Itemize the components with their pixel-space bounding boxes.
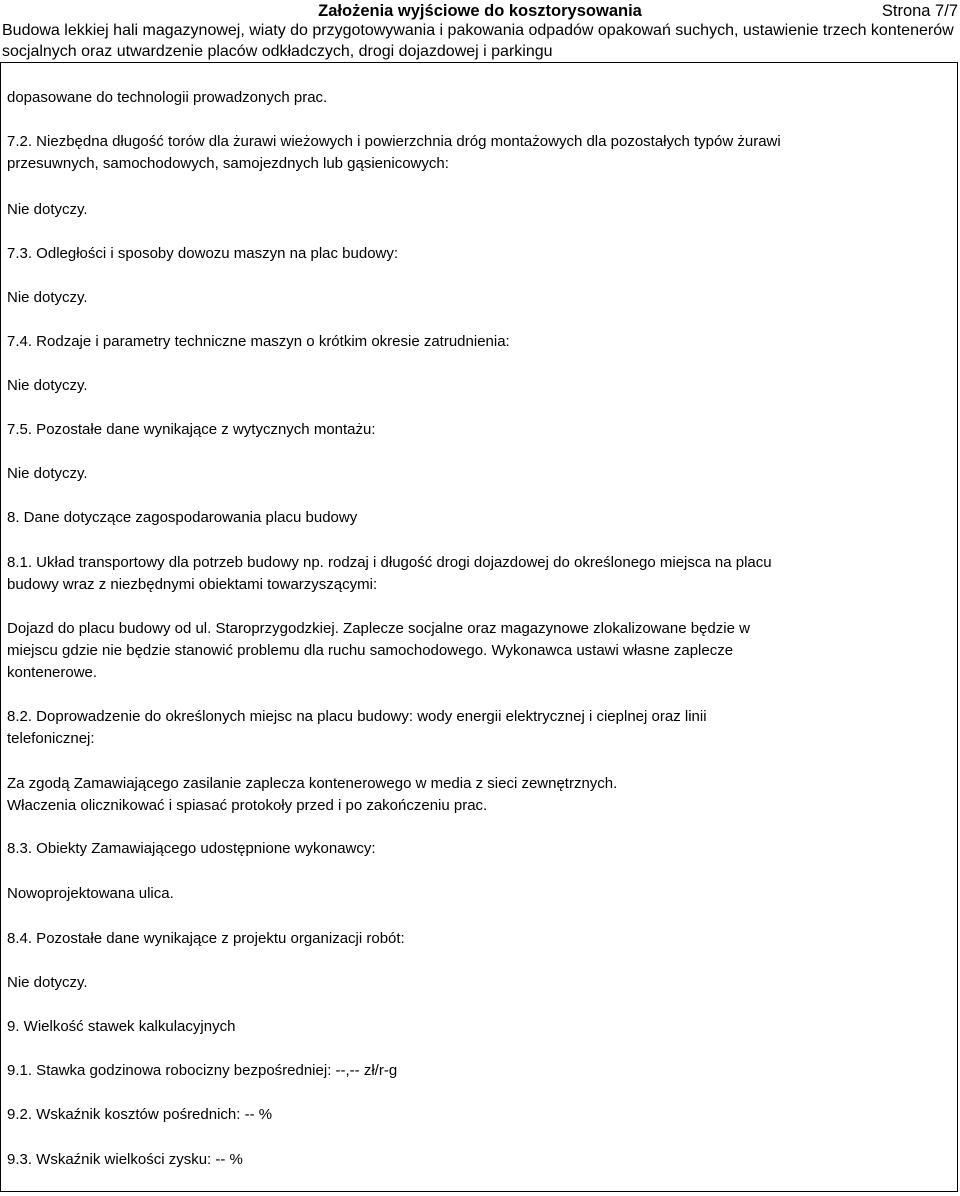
text-line: dopasowane do technologii prowadzonych prac. bbox=[7, 89, 328, 106]
section-8-1-answer-cont: kontenerowe. bbox=[7, 664, 98, 681]
document-title: Założenia wyjściowe do kosztorysowania bbox=[318, 2, 642, 20]
section-8-2-answer-cont: Właczenia olicznikować i spiasać protokoły przed i po zakończeniu prac. bbox=[7, 797, 488, 814]
project-subtitle-line: Budowa lekkiej hali magazynowej, wiaty do przygotowywania i pakowania odpadów opakowań suchych, ustawienie trzech kontenerów bbox=[2, 22, 954, 39]
section-9-3-line: 9.3. Wskaźnik wielkości zysku: -- % bbox=[7, 1151, 243, 1168]
section-9-1-line: 9.1. Stawka godzinowa robocizny bezpośredniej: --,-- zł/r-g bbox=[7, 1062, 398, 1079]
content-frame bbox=[0, 62, 958, 1192]
section-7-3-heading: 7.3. Odległości i sposoby dowozu maszyn na plac budowy: bbox=[7, 245, 399, 262]
section-7-2-answer: Nie dotyczy. bbox=[7, 201, 88, 218]
section-9-2-line: 9.2. Wskaźnik kosztów pośrednich: -- % bbox=[7, 1106, 273, 1123]
section-8-2-heading: 8.2. Doprowadzenie do określonych miejsc na placu budowy: wody energii elektrycznej i cieplnej oraz linii bbox=[7, 708, 707, 725]
section-8-4-heading: 8.4. Pozostałe dane wynikające z projektu organizacji robót: bbox=[7, 930, 405, 947]
section-8-3-answer: Nowoprojektowana ulica. bbox=[7, 885, 174, 902]
project-subtitle bbox=[2, 21, 958, 62]
page-number: Strona 7/7 bbox=[881, 2, 958, 20]
section-7-5-answer: Nie dotyczy. bbox=[7, 465, 88, 482]
section-8-1-answer: Dojazd do placu budowy od ul. Staroprzygodzkiej. Zaplecze socjalne oraz magazynowe zlokalizowane będzie w bbox=[7, 620, 750, 637]
section-7-2-heading-cont: przesuwnych, samochodowych, samojezdnych lub gąsienicowych: bbox=[7, 155, 449, 172]
page-header bbox=[0, 0, 960, 62]
section-7-4-heading: 7.4. Rodzaje i parametry techniczne maszyn o krótkim okresie zatrudnienia: bbox=[7, 333, 510, 350]
section-8-1-answer-cont: miejscu gdzie nie będzie stanowić problemu dla ruchu samochodowego. Wykonawca ustawi własne zaplecze bbox=[7, 642, 734, 659]
section-8-3-heading: 8.3. Obiekty Zamawiającego udostępnione wykonawcy: bbox=[7, 840, 376, 857]
section-8-heading: 8. Dane dotyczące zagospodarowania placu budowy bbox=[7, 509, 358, 526]
section-8-1-heading: 8.1. Układ transportowy dla potrzeb budowy np. rodzaj i długość drogi dojazdowej do określonego miejsca na placu bbox=[7, 554, 772, 571]
section-8-4-answer: Nie dotyczy. bbox=[7, 974, 88, 991]
section-8-2-answer: Za zgodą Zamawiającego zasilanie zaplecza kontenerowego w media z sieci zewnętrznych. bbox=[7, 775, 618, 792]
section-8-2-heading-cont: telefonicznej: bbox=[7, 730, 95, 747]
section-7-5-heading: 7.5. Pozostałe dane wynikające z wytycznych montażu: bbox=[7, 421, 376, 438]
section-8-1-heading-cont: budowy wraz z niezbędnymi obiektami towarzyszącymi: bbox=[7, 576, 378, 593]
section-7-3-answer: Nie dotyczy. bbox=[7, 289, 88, 306]
project-subtitle-line: socjalnych oraz utwardzenie placów odkładczych, drogi dojazdowej i parkingu bbox=[2, 42, 553, 60]
section-7-4-answer: Nie dotyczy. bbox=[7, 377, 88, 394]
section-7-2-heading: 7.2. Niezbędna długość torów dla żurawi wieżowych i powierzchnia dróg montażowych dla pozostałych typów żurawi bbox=[7, 133, 781, 150]
section-9-heading: 9. Wielkość stawek kalkulacyjnych bbox=[7, 1018, 236, 1035]
